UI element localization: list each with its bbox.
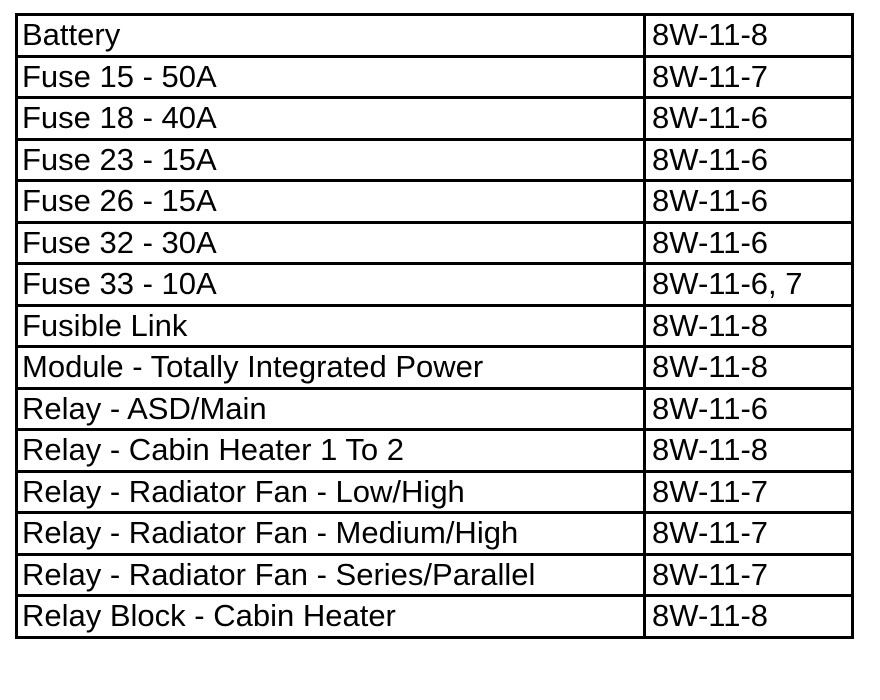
page-reference-cell: 8W-11-6: [645, 222, 853, 264]
page-reference-cell: 8W-11-8: [645, 305, 853, 347]
component-cell: Relay - Radiator Fan - Low/High: [17, 471, 645, 513]
page-reference-cell: 8W-11-7: [645, 513, 853, 555]
component-cell: Module - Totally Integrated Power: [17, 347, 645, 389]
component-cell: Relay Block - Cabin Heater: [17, 596, 645, 638]
page-reference-cell: 8W-11-8: [645, 596, 853, 638]
component-cell: Relay - ASD/Main: [17, 388, 645, 430]
table-row: [17, 305, 853, 347]
table-row: [17, 471, 853, 513]
component-cell: Fuse 26 - 15A: [17, 181, 645, 223]
page-reference-cell: 8W-11-6: [645, 388, 853, 430]
component-cell: Fuse 32 - 30A: [17, 222, 645, 264]
page-reference-cell: 8W-11-6, 7: [645, 264, 853, 306]
component-cell: Battery: [17, 15, 645, 57]
component-cell: Fuse 15 - 50A: [17, 56, 645, 98]
table-row: [17, 554, 853, 596]
page-reference-cell: 8W-11-8: [645, 15, 853, 57]
component-cell: Fusible Link: [17, 305, 645, 347]
component-cell: Relay - Radiator Fan - Series/Parallel: [17, 554, 645, 596]
page-reference-cell: 8W-11-7: [645, 554, 853, 596]
component-cell: Relay - Cabin Heater 1 To 2: [17, 430, 645, 472]
table-row: [17, 139, 853, 181]
table-row: [17, 181, 853, 223]
component-cell: Fuse 18 - 40A: [17, 98, 645, 140]
table-row: [17, 222, 853, 264]
component-cell: Fuse 33 - 10A: [17, 264, 645, 306]
page-reference-cell: 8W-11-6: [645, 139, 853, 181]
table-row: [17, 264, 853, 306]
table-row: [17, 15, 853, 57]
page-reference-cell: 8W-11-8: [645, 430, 853, 472]
table-row: [17, 596, 853, 638]
table-row: [17, 513, 853, 555]
table-row: [17, 56, 853, 98]
table-body: [17, 15, 853, 638]
table-row: [17, 98, 853, 140]
component-cell: Fuse 23 - 15A: [17, 139, 645, 181]
page-reference-cell: 8W-11-6: [645, 181, 853, 223]
page-reference-cell: 8W-11-8: [645, 347, 853, 389]
page-reference-cell: 8W-11-6: [645, 98, 853, 140]
table-row: [17, 388, 853, 430]
table-row: [17, 430, 853, 472]
page-reference-cell: 8W-11-7: [645, 471, 853, 513]
component-cell: Relay - Radiator Fan - Medium/High: [17, 513, 645, 555]
table-row: [17, 347, 853, 389]
page-reference-cell: 8W-11-7: [645, 56, 853, 98]
component-index-table: [15, 13, 854, 639]
